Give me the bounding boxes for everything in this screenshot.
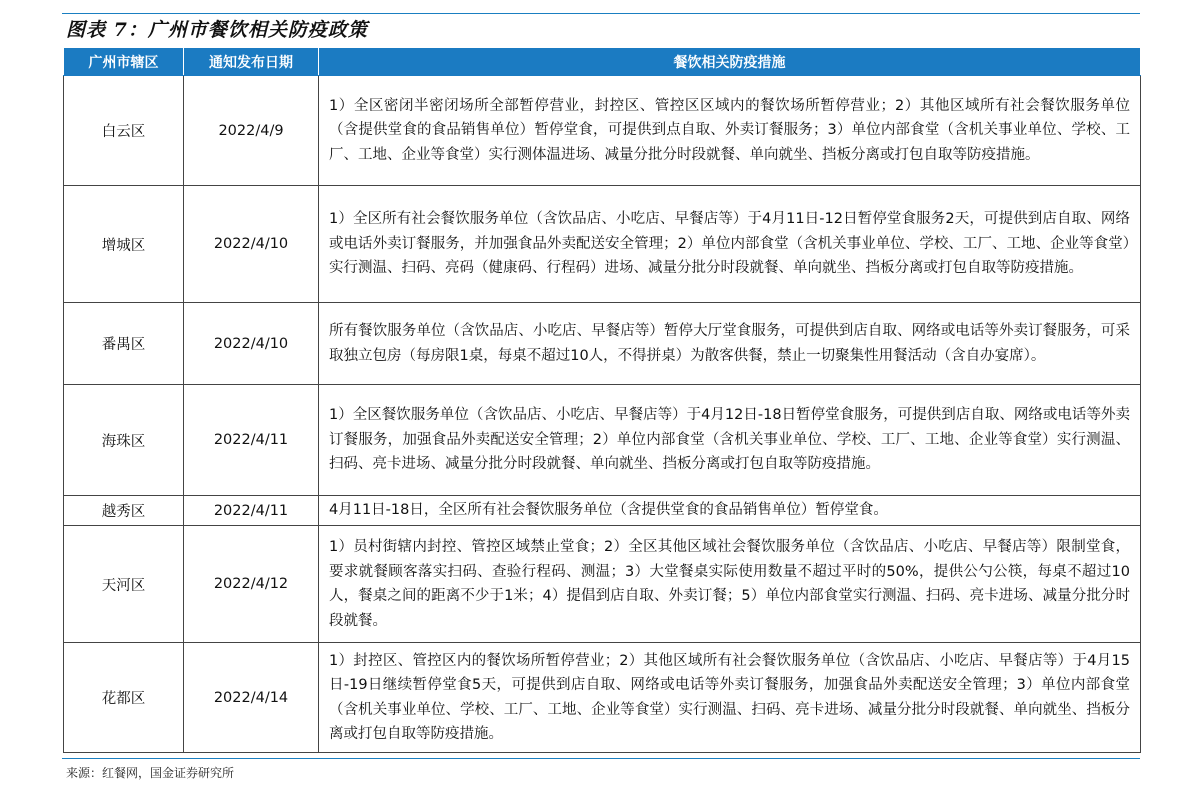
- district-cell: 越秀区: [64, 496, 184, 526]
- date-cell: 2022/4/10: [184, 303, 319, 385]
- district-cell: 增城区: [64, 186, 184, 303]
- policy-cell: 1）封控区、管控区内的餐饮场所暂停营业；2）其他区域所有社会餐饮服务单位（含饮品店、小吃店、早餐店等）于4月15日-19日继续暂停堂食5天，可提供到店自取、网络或电话等外卖订餐服务，加强食品外卖配送安全管理；3）单位内部食堂（含机关事业单位、学校、工厂、工地、企业等食堂）实行测温、扫码、亮卡进场、减量分批分时段就餐、单向就坐、挡板分离或打包自取等防疫措施。: [319, 643, 1141, 753]
- source-note: 来源：红餐网，国金证券研究所: [66, 766, 235, 780]
- table-row: [64, 186, 1141, 303]
- table-row: [64, 526, 1141, 643]
- date-cell: 2022/4/12: [184, 526, 319, 643]
- header-date: 通知发布日期: [184, 48, 319, 76]
- district-cell: 海珠区: [64, 385, 184, 496]
- figure-title: 图表 7：广州市餐饮相关防疫政策: [66, 19, 368, 41]
- table-row: [64, 385, 1141, 496]
- header-district: 广州市辖区: [64, 48, 184, 76]
- table-row: [64, 643, 1141, 753]
- table-row: [64, 76, 1141, 186]
- date-cell: 2022/4/10: [184, 186, 319, 303]
- policy-cell: 所有餐饮服务单位（含饮品店、小吃店、早餐店等）暂停大厅堂食服务，可提供到店自取、网络或电话等外卖订餐服务，可采取独立包房（每房限1桌，每桌不超过10人，不得拼桌）为散客供餐，禁止一切聚集性用餐活动（含自办宴席）。: [319, 303, 1141, 385]
- date-cell: 2022/4/14: [184, 643, 319, 753]
- table-row: [64, 303, 1141, 385]
- date-cell: 2022/4/11: [184, 496, 319, 526]
- date-cell: 2022/4/9: [184, 76, 319, 186]
- top-rule: [62, 13, 1140, 14]
- table-header-row: [64, 48, 1141, 76]
- district-cell: 天河区: [64, 526, 184, 643]
- policy-cell: 4月11日-18日，全区所有社会餐饮服务单位（含提供堂食的食品销售单位）暂停堂食。: [319, 496, 1141, 526]
- policy-cell: 1）全区密闭半密闭场所全部暂停营业，封控区、管控区区域内的餐饮场所暂停营业；2）其他区域所有社会餐饮服务单位（含提供堂食的食品销售单位）暂停堂食，可提供到点自取、外卖订餐服务；3）单位内部食堂（含机关事业单位、学校、工厂、工地、企业等食堂）实行测体温进场、减量分批分时段就餐、单向就坐、挡板分离或打包自取等防疫措施。: [319, 76, 1141, 186]
- policy-cell: 1）全区餐饮服务单位（含饮品店、小吃店、早餐店等）于4月12日-18日暂停堂食服务，可提供到店自取、网络或电话等外卖订餐服务，加强食品外卖配送安全管理；2）单位内部食堂（含机关事业单位、学校、工厂、工地、企业等食堂）实行测温、扫码、亮卡进场、减量分批分时段就餐、单向就坐、挡板分离或打包自取等防疫措施。: [319, 385, 1141, 496]
- table-row: [64, 496, 1141, 526]
- policy-cell: 1）全区所有社会餐饮服务单位（含饮品店、小吃店、早餐店等）于4月11日-12日暂停堂食服务2天，可提供到店自取、网络或电话外卖订餐服务，并加强食品外卖配送安全管理；2）单位内部食堂（含机关事业单位、学校、工厂、工地、企业等食堂）实行测温、扫码、亮码（健康码、行程码）进场、减量分批分时段就餐、单向就坐、挡板分离或打包自取等防疫措施。: [319, 186, 1141, 303]
- district-cell: 花都区: [64, 643, 184, 753]
- district-cell: 白云区: [64, 76, 184, 186]
- header-policy: 餐饮相关防疫措施: [319, 48, 1141, 76]
- policy-cell: 1）员村街辖内封控、管控区域禁止堂食；2）全区其他区域社会餐饮服务单位（含饮品店、小吃店、早餐店等）限制堂食，要求就餐顾客落实扫码、查验行程码、测温；3）大堂餐桌实际使用数量不超过平时的50%，提供公勺公筷，每桌不超过10人，餐桌之间的距离不少于1米；4）提倡到店自取、外卖订餐；5）单位内部食堂实行测温、扫码、亮卡进场、减量分批分时段就餐。: [319, 526, 1141, 643]
- bottom-rule: [62, 758, 1140, 759]
- district-cell: 番禺区: [64, 303, 184, 385]
- date-cell: 2022/4/11: [184, 385, 319, 496]
- policy-table: [63, 47, 1141, 753]
